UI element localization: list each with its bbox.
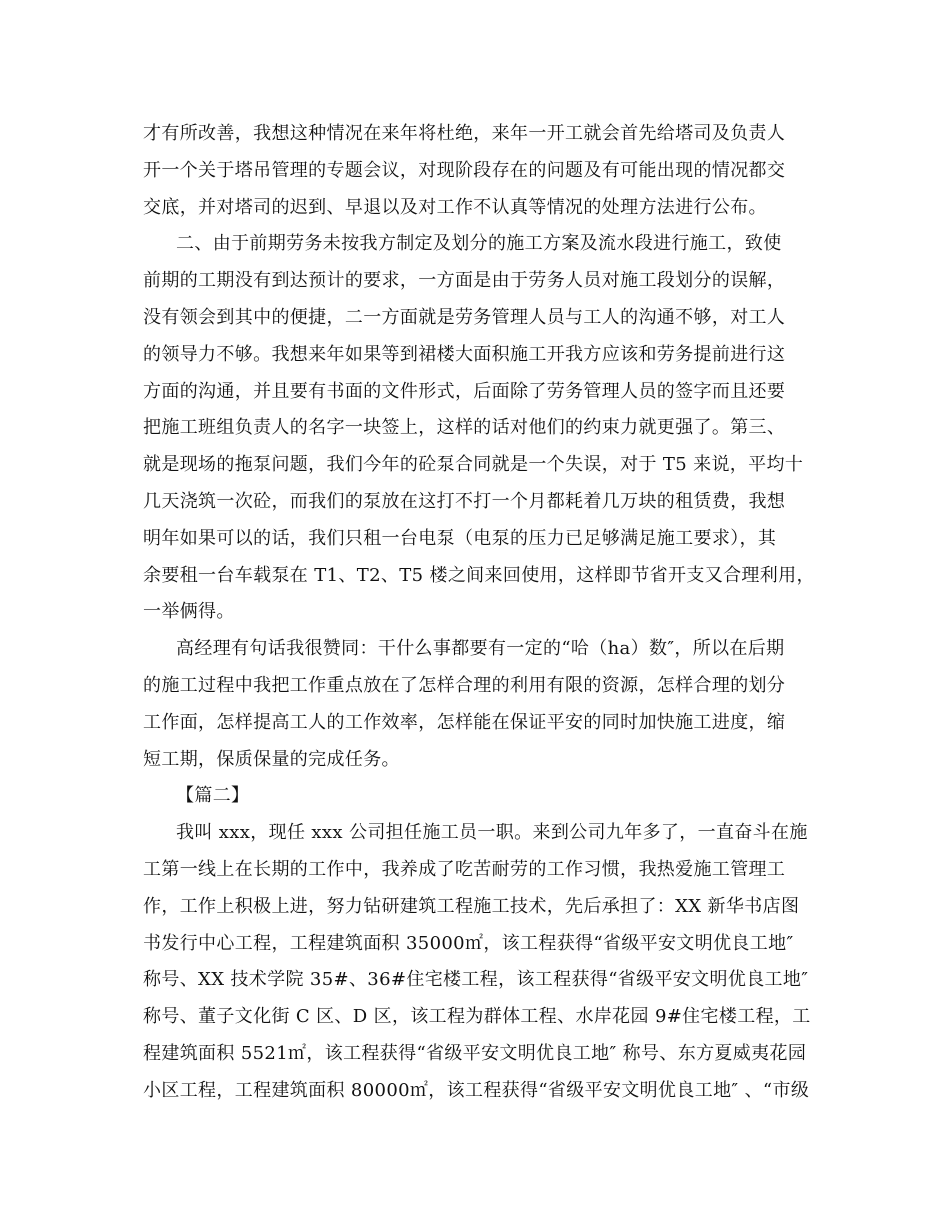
text-line: 工作面，怎样提高工人的工作效率，怎样能在保证平安的同时加快施工进度，缩 [143,711,786,733]
text-line: 方面的沟通，并且要有书面的文件形式，后面除了劳务管理人员的签字而且还要 [143,380,786,402]
text-line: 把施工班组负责人的名字一块签上，这样的话对他们的约束力就更强了。第三、 [143,417,786,439]
text-line: 的施工过程中我把工作重点放在了怎样合理的利用有限的资源，怎样合理的划分 [143,674,786,696]
text-line: 没有领会到其中的便捷，二一方面就是劳务管理人员与工人的沟通不够，对工人 [143,306,786,328]
text-line: 就是现场的拖泵问题，我们今年的砼泵合同就是一个失误，对于 T5 来说，平均十 [143,454,804,476]
paragraph-start-line: 我叫 xxx，现任 xxx 公司担任施工员一职。来到公司九年多了，一直奋斗在施 [176,822,808,844]
text-line: 程建筑面积 5521㎡，该工程获得“省级平安文明优良工地″ 称号、东方夏威夷花园 [143,1042,807,1064]
document-page [143,116,815,1110]
text-line: 的领导力不够。我想来年如果等到裙楼大面积施工开我方应该和劳务提前进行这 [143,343,786,365]
text-line: 小区工程，工程建筑面积 80000㎡，该工程获得“省级平安文明优良工地″ 、“市级 [143,1079,810,1101]
section-heading: 【篇二】 [176,785,250,807]
paragraph-start-line: 高经理有句话我很赞同：干什么事都要有一定的“哈（ha）数″，所以在后期 [176,638,785,660]
text-line: 几天浇筑一次砼，而我们的泵放在这打不打一个月都耗着几万块的租赁费，我想 [143,490,786,512]
text-line: 一举俩得。 [143,601,235,623]
paragraph-start-line: 二、由于前期劳务未按我方制定及划分的施工方案及流水段进行施工，致使 [176,233,782,255]
text-line: 短工期，保质保量的完成任务。 [143,748,400,770]
text-line: 书发行中心工程，工程建筑面积 35000㎡，该工程获得“省级平安文明优良工地″ [143,932,794,954]
text-line: 开一个关于塔吊管理的专题会议，对现阶段存在的问题及有可能出现的情况都交 [143,159,786,181]
text-line: 明年如果可以的话，我们只租一台电泵（电泵的压力已足够满足施工要求），其 [143,527,777,549]
text-line: 作，工作上积极上进，努力钻研建筑工程施工技术，先后承担了：XX 新华书店图 [143,895,800,917]
text-line: 工第一线上在长期的工作中，我养成了吃苦耐劳的工作习惯，我热爱施工管理工 [143,858,786,880]
text-line: 交底，并对塔司的迟到、早退以及对工作不认真等情况的处理方法进行公布。 [143,196,767,218]
text-line: 前期的工期没有到达预计的要求，一方面是由于劳务人员对施工段划分的误解， [143,270,786,292]
text-line: 称号、XX 技术学院 35#、36#住宅楼工程，该工程获得“省级平安文明优良工地″ [143,969,809,991]
text-line: 余要租一台车载泵在 T1、T2、T5 楼之间来回使用，这样即节省开支又合理利用， [143,564,815,586]
text-line: 称号、董子文化街 C 区、D 区，该工程为群体工程、水岸花园 9#住宅楼工程，工 [143,1006,811,1028]
text-line: 才有所改善，我想这种情况在来年将杜绝，来年一开工就会首先给塔司及负责人 [143,123,786,144]
